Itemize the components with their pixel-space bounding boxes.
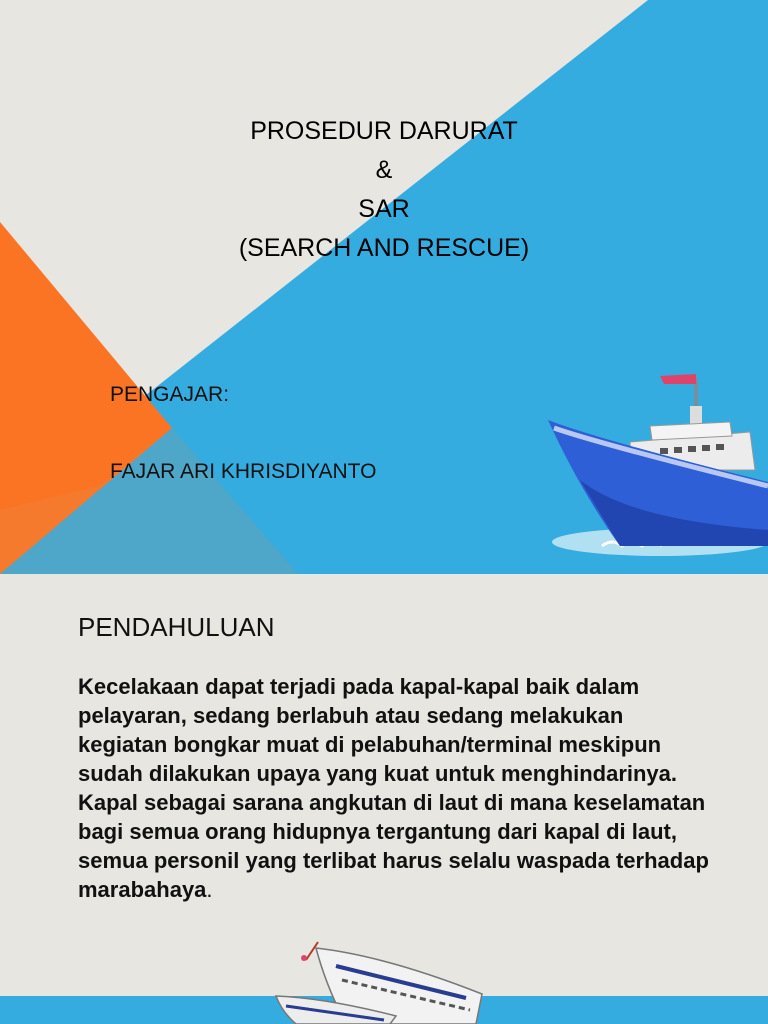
ship-icon	[540, 370, 768, 560]
presenter-name: FAJAR ARI KHRISDIYANTO	[110, 460, 377, 483]
title-line: SAR	[358, 195, 410, 223]
paragraph-text: Kecelakaan dapat terjadi pada kapal-kapal baik dalam pelayaran, sedang berlabuh atau sedang melakukan kegiatan bongkar muat di pelabuhan/terminal meskipun sudah dilakukan upaya yang kuat untuk menghindarinya. Kapal sebagai sarana angkutan di laut di mana keselamatan bagi semua orang hidupnya tergantung dari kapal di laut, semua personil yang terlibat harus selalu waspada terhadap marabahaya	[78, 674, 709, 902]
slide-title	[0, 112, 768, 268]
content-slide	[0, 576, 768, 1024]
cruise-ship-icon	[266, 936, 516, 1024]
title-line: (SEARCH AND RESCUE)	[238, 234, 530, 262]
intro-paragraph	[78, 672, 718, 904]
paragraph-end: .	[206, 877, 213, 902]
title-line: &	[375, 156, 393, 184]
title-line: PROSEDUR DARURAT	[250, 117, 518, 145]
section-heading: PENDAHULUAN	[78, 612, 275, 642]
presenter-label: PENGAJAR:	[110, 383, 230, 406]
